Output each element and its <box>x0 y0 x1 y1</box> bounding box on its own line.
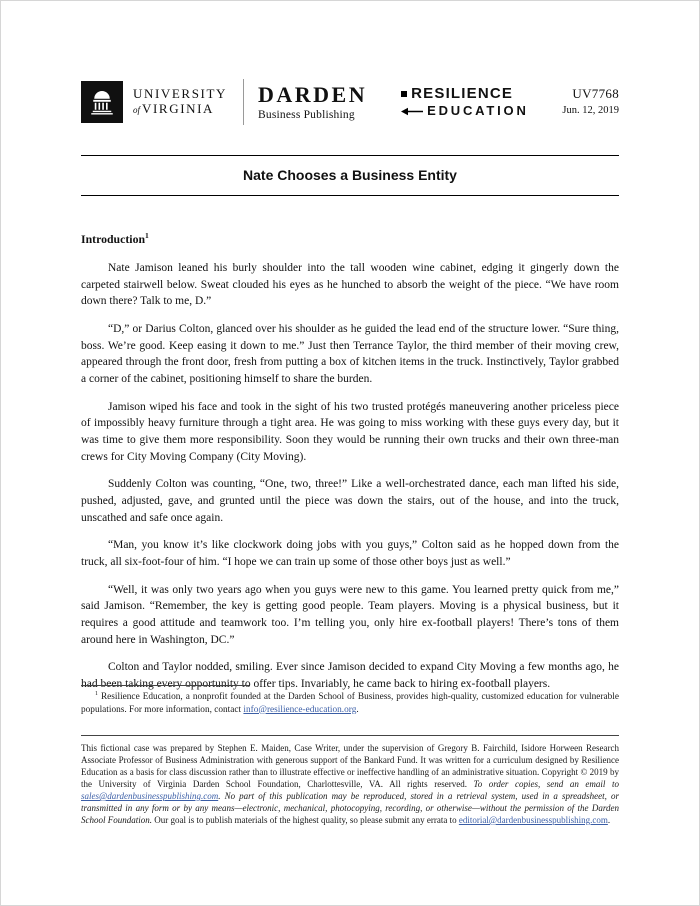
page-title: Nate Chooses a Business Entity <box>243 167 457 183</box>
copyright-footer <box>81 736 619 827</box>
body-paragraph: Colton and Taylor nodded, smiling. Ever since Jamison decided to expand City Moving a few months ago, he had been taking every opportunity to offer tips. Invariably, he came back to hiring ex-football players. <box>81 661 619 691</box>
footer-italic-text: To order copies, send an email to <box>473 779 619 789</box>
body-paragraph: Nate Jamison leaned his burly shoulder into the tall wooden wine cabinet, edging it gingerly down the carpeted stairwell below. Sweat clouded his eyes as he hunched to absorb the weight of the piece. “We have room down there? Talk to me, D.” <box>81 262 619 308</box>
resilience-logo-text: RESILIENCE <box>411 84 514 102</box>
darden-logo-subtitle: Business Publishing <box>258 109 355 122</box>
footer-text: . <box>607 814 611 825</box>
uva-logo-line2 <box>133 102 227 117</box>
page-header <box>81 79 619 125</box>
darden-logo-name: DARDEN <box>258 81 368 107</box>
uva-logo-of: of <box>133 105 141 115</box>
body-paragraph: Suddenly Colton was counting, “One, two, three!” Like a well-orchestrated dance, each man lifted his side, pushed, adjusted, gave, and grunted until the piece was down the stairs, out of the house, and into the truck, unscathed and safe once again. <box>81 478 619 524</box>
resilience-logo-line2 <box>401 104 529 118</box>
left-arrow-icon <box>401 107 423 116</box>
footnote-email-link[interactable]: info@resilience-education.org <box>243 704 357 715</box>
rotunda-icon <box>81 81 123 123</box>
body-paragraph: “Man, you know it’s like clockwork doing jobs with you guys,” Colton said as he hopped down from the truck, all six-foot-four of him. “I hope we can train up some of those other boys just as well.” <box>81 539 619 569</box>
section-heading-text: Introduction <box>81 232 146 246</box>
square-mark-icon <box>401 91 407 97</box>
body-paragraph: “D,” or Darius Colton, glanced over his shoulder as he guided the lead end of the structure lower. “Sure thing, boss. We’re good. Keep easing it down to me.” Just then Terrance Taylor, the third member of their moving crew, appeared through the front door, fresh from putting a box of kitchen items in the truck. Instinctively, Taylor grabbed a corner of the cabinet, positioning himself to share the burden. <box>81 323 619 386</box>
footer-text: Our goal is to publish materials of the highest quality, so please submit any errata to <box>152 814 459 825</box>
footer-italic-text: . No part of this publication may be reproduced, stored in a retrieval system, used in a spreadsheet, or transmitted in any form or by any means—electronic, mechanical, photocopying, recording, or otherwise—without the permission of the Darden School Foundation. <box>81 790 619 825</box>
page-bottom <box>81 685 619 827</box>
footer-text: This fictional case was prepared by Stephen E. Maiden, Case Writer, under the supervision of Gregory B. Fairchild, Isidore Horween Research Associate Professor of Business Administration with generous support of the Bankard Fund. It was written for a curriculum designed by Resilience Education as a basis for class discussion rather than to illustrate effective or ineffective handling of an administrative situation. Copyright © 2019 by the University of Virginia Darden School Foundation, Charlottesville, VA. All rights reserved. <box>81 743 619 789</box>
resilience-logo-line1 <box>401 86 529 103</box>
uva-logo-line1: UNIVERSITY <box>133 86 227 102</box>
sales-email-link[interactable]: sales@dardenbusinesspublishing.com <box>81 790 219 801</box>
footnote-marker: 1 <box>95 690 98 697</box>
document-number: UV7768 <box>572 86 619 102</box>
body-paragraph: “Well, it was only two years ago when you guys were new to this game. You learned pretty quick from me,” said Jamison. “Remember, the key is getting good people. Team players. Moving is a physical business, but it requires a good attitude and teamwork too. I’m telling you, only hire ex-football players! There’s tons of them around here in Washington, DC.” <box>81 583 619 646</box>
document-meta <box>562 87 619 117</box>
header-divider <box>243 79 244 125</box>
footnote-separator <box>81 685 249 686</box>
document-date: Jun. 12, 2019 <box>562 105 619 117</box>
footnote <box>81 691 619 716</box>
footnote-reference: 1 <box>145 231 149 241</box>
footnote-period: . <box>356 704 359 715</box>
section-heading <box>81 232 619 247</box>
footnote-text: Resilience Education, a nonprofit founded at the Darden School of Business, provides high-quality, customized education for vulnerable populations. For more information, contact <box>81 692 619 715</box>
title-block <box>81 155 619 196</box>
uva-logo <box>81 81 227 123</box>
document-body <box>81 232 619 693</box>
uva-logo-text <box>133 87 227 116</box>
editorial-email-link[interactable]: editorial@dardenbusinesspublishing.com <box>458 814 608 825</box>
education-logo-text: EDUCATION <box>427 103 529 119</box>
resilience-education-logo <box>401 86 529 119</box>
darden-logo <box>258 83 367 121</box>
body-paragraph: Jamison wiped his face and took in the sight of his two trusted protégés maneuvering another priceless piece of impossibly heavy furniture through a tight area. He was going to miss working with these guys every day, but it was time to give them more responsibility. Soon they would be running their own trucks and their own three-man crews for City Moving Company (City Moving). <box>81 400 619 463</box>
uva-logo-virginia: VIRGINIA <box>142 101 215 116</box>
